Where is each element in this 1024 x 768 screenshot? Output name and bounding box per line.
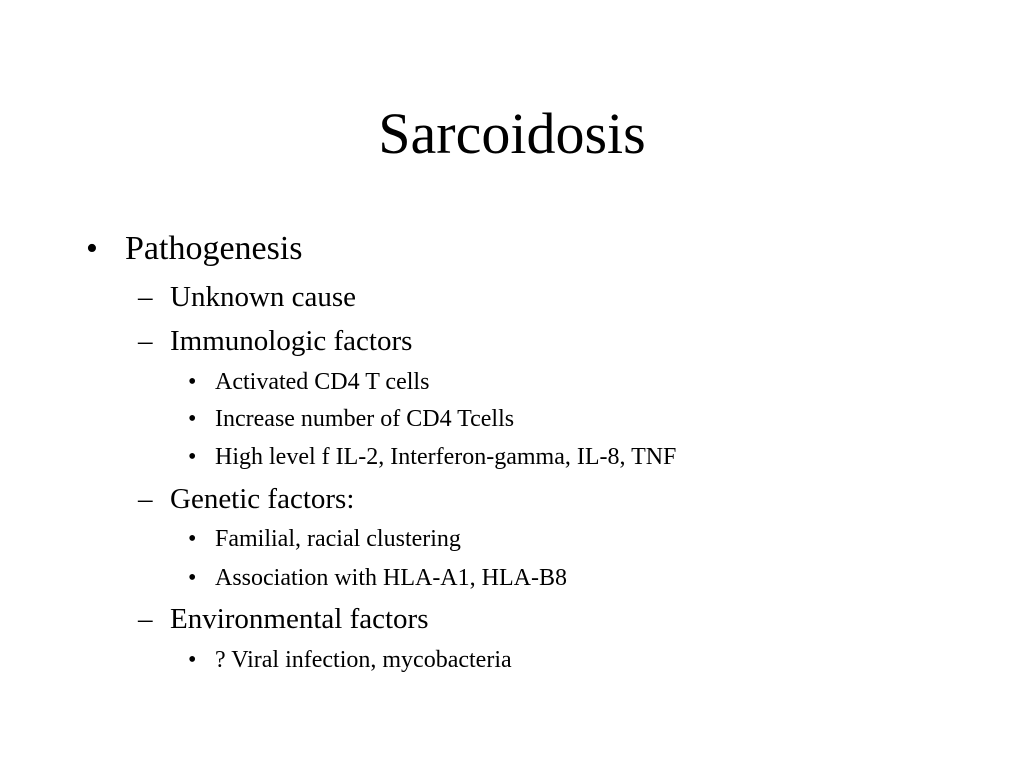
detail-item-text: Activated CD4 T cells: [215, 369, 430, 395]
bullet-marker: •: [188, 444, 197, 470]
dash-marker: –: [138, 281, 153, 313]
bullet-marker: •: [188, 647, 197, 673]
dash-marker: –: [138, 603, 153, 635]
sub-item-text: Genetic factors:: [170, 483, 355, 515]
detail-item-text: High level f IL-2, Interferon-gamma, IL-8, TNF: [215, 444, 677, 470]
bullet-text: Pathogenesis: [125, 230, 303, 267]
dash-marker: –: [138, 483, 153, 515]
dash-marker: –: [138, 325, 153, 357]
bullet-marker: •: [86, 230, 98, 267]
detail-item-text: Familial, racial clustering: [215, 526, 461, 552]
bullet-marker: •: [188, 406, 197, 432]
detail-item-text: Association with HLA-A1, HLA-B8: [215, 565, 567, 591]
sub-item-text: Unknown cause: [170, 281, 357, 313]
sub-item-text: Environmental factors: [170, 603, 429, 635]
bullet-marker: •: [188, 369, 197, 395]
bullet-marker: •: [188, 526, 197, 552]
detail-item-text: ? Viral infection, mycobacteria: [215, 647, 512, 673]
sub-item-text: Immunologic factors: [170, 325, 413, 357]
detail-item-text: Increase number of CD4 Tcells: [215, 406, 515, 432]
bullet-marker: •: [188, 565, 197, 591]
slide-title: Sarcoidosis: [378, 101, 646, 166]
